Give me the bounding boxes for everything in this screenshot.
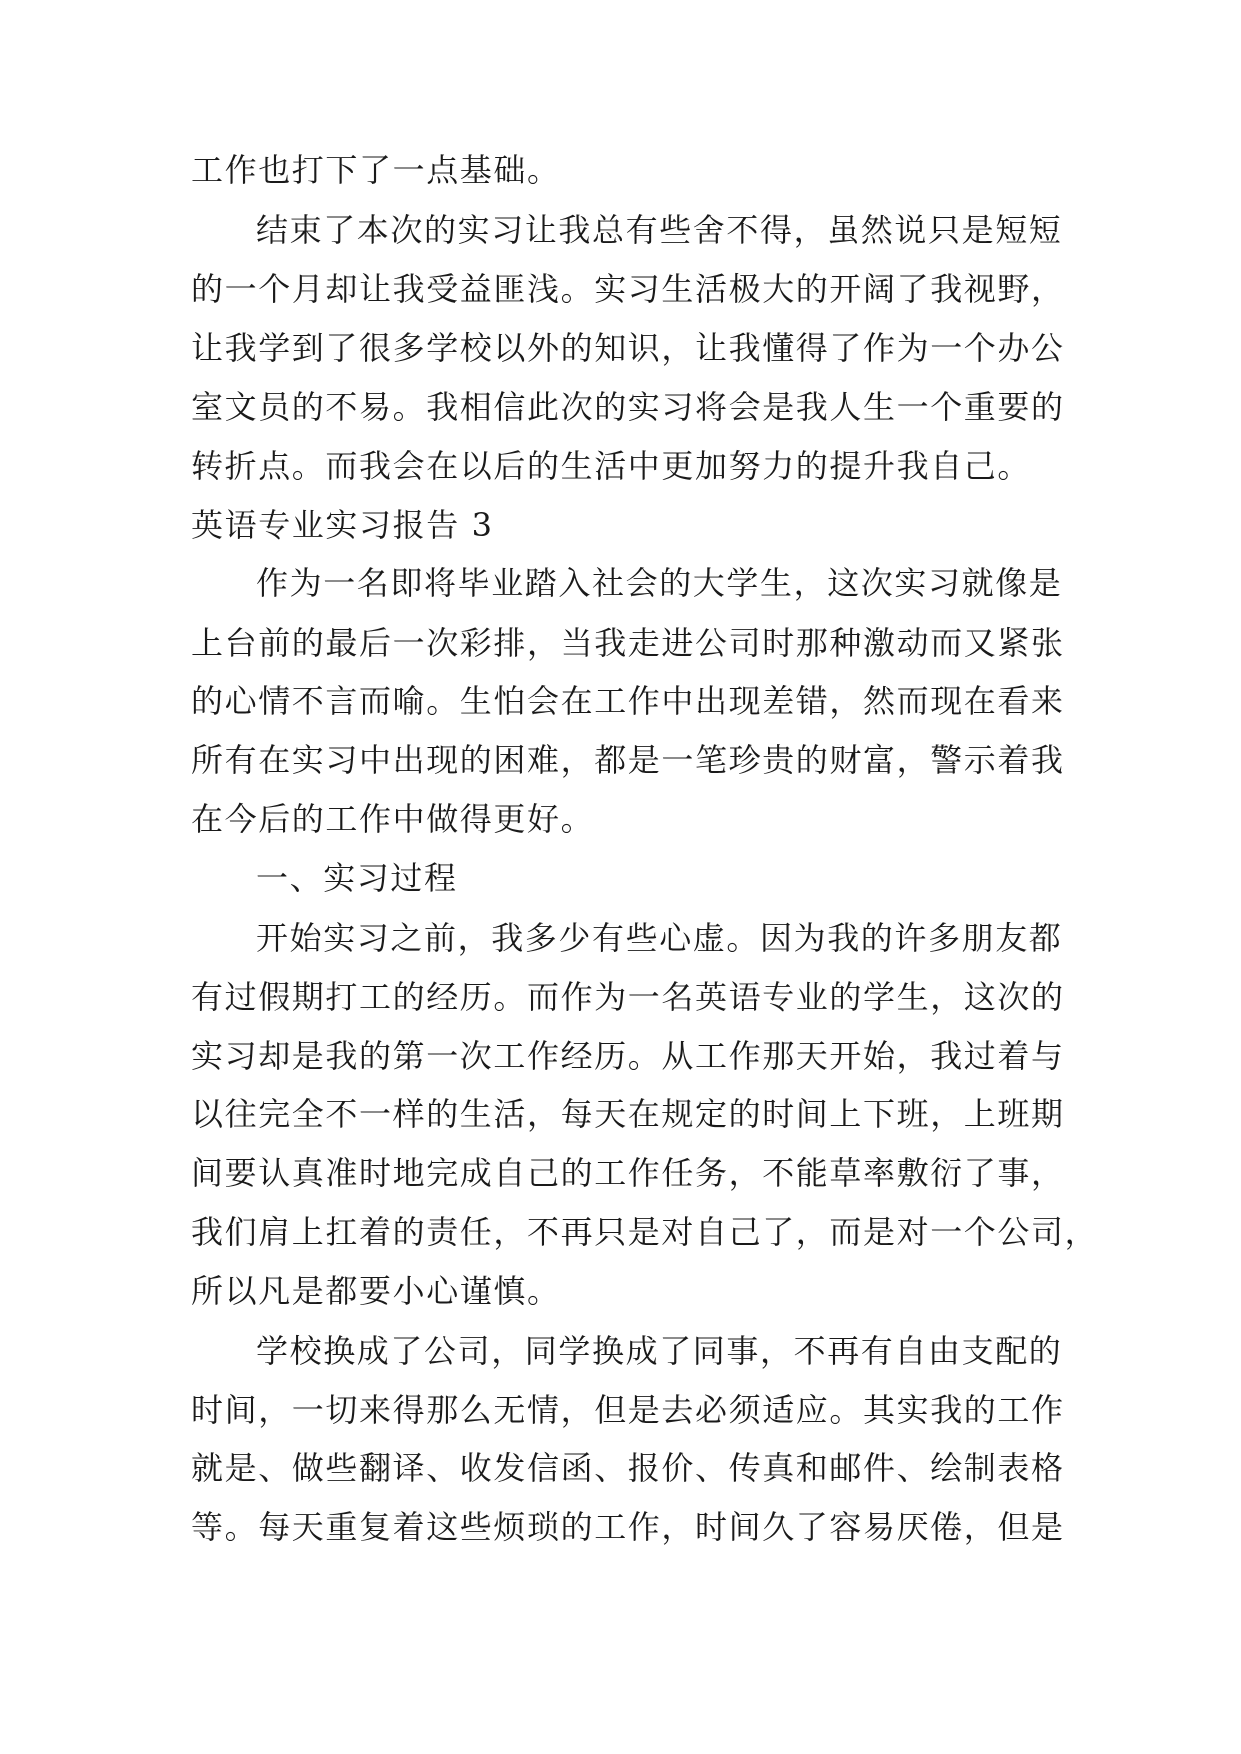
text-line: 就是、做些翻译、收发信函、报价、传真和邮件、绘制表格 xyxy=(191,1449,1065,1487)
text-line: 以往完全不一样的生活，每天在规定的时间上下班，上班期 xyxy=(191,1095,1065,1133)
text-line: 室文员的不易。我相信此次的实习将会是我人生一个重要的 xyxy=(191,388,1065,426)
text-line: 我们肩上扛着的责任，不再只是对自己了，而是对一个公司， xyxy=(191,1213,1099,1251)
paragraph-first-line: 作为一名即将毕业踏入社会的大学生，这次实习就像是 xyxy=(256,564,1063,602)
paragraph-first-line: 结束了本次的实习让我总有些舍不得，虽然说只是短短 xyxy=(256,211,1063,249)
text-line: 的一个月却让我受益匪浅。实习生活极大的开阔了我视野， xyxy=(191,270,1065,308)
text-line: 工作也打下了一点基础。 xyxy=(191,151,561,189)
text-line: 让我学到了很多学校以外的知识，让我懂得了作为一个办公 xyxy=(191,329,1065,367)
text-line: 所以凡是都要小心谨慎。 xyxy=(191,1272,561,1310)
text-line: 转折点。而我会在以后的生活中更加努力的提升我自己。 xyxy=(191,447,1032,485)
section-heading: 英语专业实习报告 3 xyxy=(191,506,494,544)
text-line: 有过假期打工的经历。而作为一名英语专业的学生，这次的 xyxy=(191,978,1065,1016)
text-line: 实习却是我的第一次工作经历。从工作那天开始，我过着与 xyxy=(191,1037,1065,1075)
paragraph-first-line: 学校换成了公司，同学换成了同事，不再有自由支配的 xyxy=(256,1332,1063,1370)
paragraph-first-line: 开始实习之前，我多少有些心虚。因为我的许多朋友都 xyxy=(256,919,1063,957)
text-line: 在今后的工作中做得更好。 xyxy=(191,800,595,838)
text-line: 上台前的最后一次彩排，当我走进公司时那种激动而又紧张 xyxy=(191,624,1065,662)
subsection-heading: 一、实习过程 xyxy=(256,859,458,897)
text-line: 等。每天重复着这些烦琐的工作，时间久了容易厌倦，但是 xyxy=(191,1508,1065,1546)
text-line: 时间，一切来得那么无情，但是去必须适应。其实我的工作 xyxy=(191,1391,1065,1429)
text-line: 的心情不言而喻。生怕会在工作中出现差错，然而现在看来 xyxy=(191,682,1065,720)
text-line: 所有在实习中出现的困难，都是一笔珍贵的财富，警示着我 xyxy=(191,741,1065,779)
text-line: 间要认真准时地完成自己的工作任务，不能草率敷衍了事， xyxy=(191,1154,1065,1192)
